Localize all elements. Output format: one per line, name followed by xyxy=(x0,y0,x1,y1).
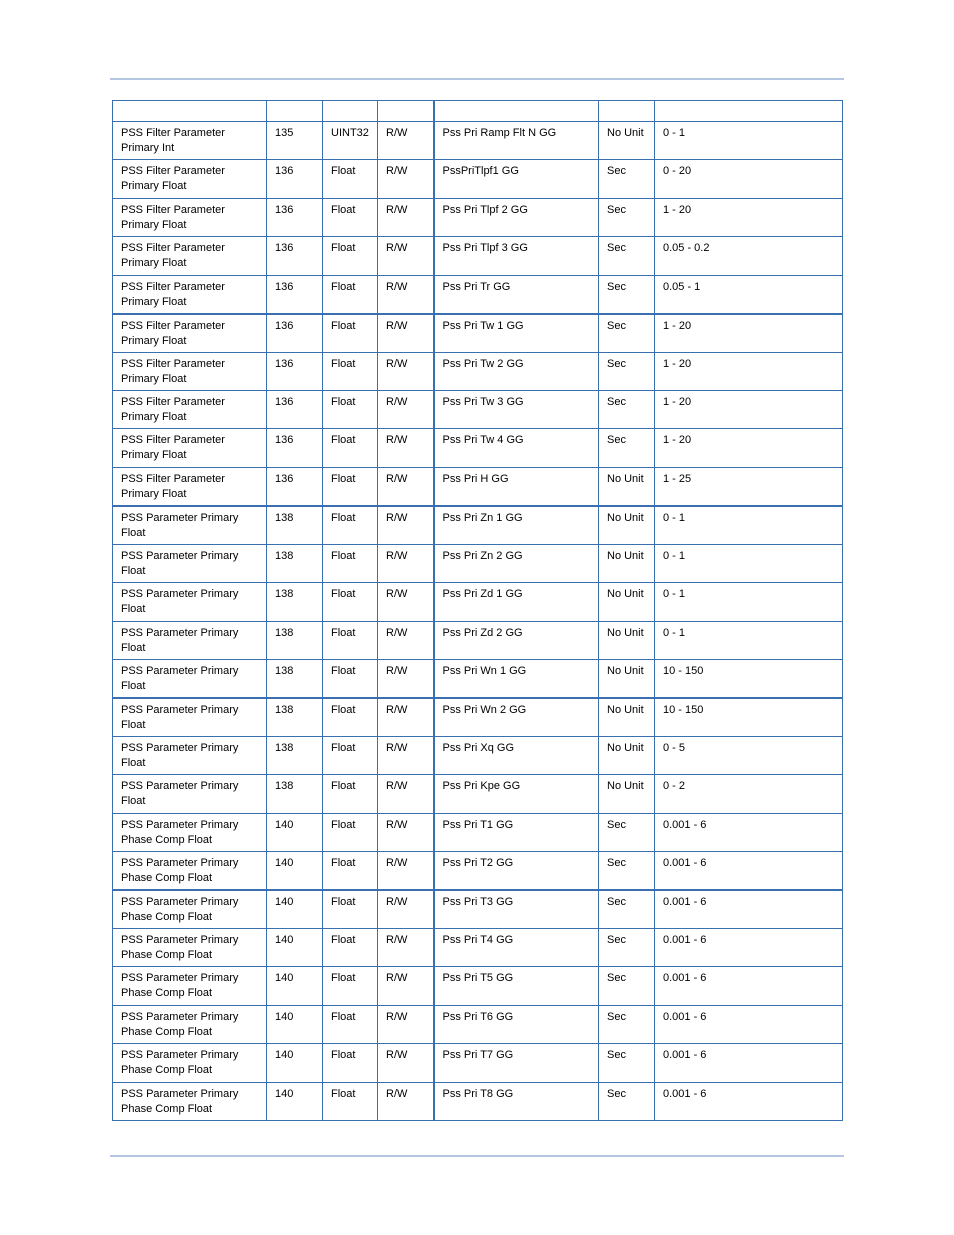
cell-parameter: Pss Pri Tw 2 GG xyxy=(434,352,599,390)
cell-access: R/W xyxy=(378,237,434,275)
cell-access: R/W xyxy=(378,659,434,698)
cell-data-type: Float xyxy=(323,621,378,659)
cell-register: 138 xyxy=(267,544,323,582)
cell-group-name: PSS Parameter Primary Float xyxy=(113,506,267,545)
cell-group-name: PSS Filter Parameter Primary Float xyxy=(113,390,267,428)
header-cell-unit xyxy=(599,101,655,122)
cell-parameter: Pss Pri T6 GG xyxy=(434,1005,599,1043)
cell-parameter: Pss Pri T5 GG xyxy=(434,967,599,1005)
table-row xyxy=(113,1005,843,1043)
cell-range: 0.001 - 6 xyxy=(655,1082,843,1120)
cell-group-name: PSS Filter Parameter Primary Float xyxy=(113,237,267,275)
cell-register: 136 xyxy=(267,467,323,506)
cell-parameter: Pss Pri Zn 1 GG xyxy=(434,506,599,545)
table-row xyxy=(113,467,843,506)
cell-data-type: Float xyxy=(323,967,378,1005)
cell-register: 138 xyxy=(267,659,323,698)
cell-register: 140 xyxy=(267,967,323,1005)
table-row xyxy=(113,314,843,353)
cell-register: 140 xyxy=(267,929,323,967)
header-cell-parameter xyxy=(434,101,599,122)
cell-group-name: PSS Parameter Primary Float xyxy=(113,659,267,698)
cell-group-name: PSS Filter Parameter Primary Float xyxy=(113,198,267,236)
header-cell-type xyxy=(323,101,378,122)
cell-group-name: PSS Parameter Primary Phase Comp Float xyxy=(113,813,267,851)
table-row xyxy=(113,352,843,390)
cell-unit: No Unit xyxy=(599,775,655,813)
cell-group-name: PSS Parameter Primary Float xyxy=(113,621,267,659)
cell-data-type: Float xyxy=(323,198,378,236)
cell-range: 0.05 - 1 xyxy=(655,275,843,314)
cell-register: 136 xyxy=(267,275,323,314)
cell-parameter: Pss Pri Zd 2 GG xyxy=(434,621,599,659)
cell-access: R/W xyxy=(378,352,434,390)
register-table xyxy=(112,100,843,1121)
cell-access: R/W xyxy=(378,736,434,774)
cell-access: R/W xyxy=(378,621,434,659)
cell-parameter: Pss Pri Wn 1 GG xyxy=(434,659,599,698)
cell-data-type: Float xyxy=(323,429,378,467)
cell-parameter: Pss Pri T1 GG xyxy=(434,813,599,851)
cell-unit: Sec xyxy=(599,890,655,929)
cell-group-name: PSS Parameter Primary Phase Comp Float xyxy=(113,1005,267,1043)
cell-data-type: Float xyxy=(323,736,378,774)
cell-range: 0.001 - 6 xyxy=(655,890,843,929)
cell-unit: No Unit xyxy=(599,544,655,582)
cell-data-type: Float xyxy=(323,275,378,314)
cell-unit: No Unit xyxy=(599,122,655,160)
table-row xyxy=(113,852,843,891)
cell-data-type: Float xyxy=(323,698,378,737)
cell-parameter: Pss Pri Tw 4 GG xyxy=(434,429,599,467)
cell-data-type: Float xyxy=(323,1044,378,1082)
cell-data-type: Float xyxy=(323,813,378,851)
cell-unit: Sec xyxy=(599,198,655,236)
table-row xyxy=(113,237,843,275)
cell-unit: No Unit xyxy=(599,506,655,545)
cell-parameter: Pss Pri Zn 2 GG xyxy=(434,544,599,582)
cell-register: 138 xyxy=(267,775,323,813)
cell-range: 0.001 - 6 xyxy=(655,967,843,1005)
cell-unit: No Unit xyxy=(599,621,655,659)
cell-group-name: PSS Parameter Primary Float xyxy=(113,775,267,813)
cell-data-type: Float xyxy=(323,659,378,698)
cell-group-name: PSS Parameter Primary Phase Comp Float xyxy=(113,967,267,1005)
cell-access: R/W xyxy=(378,1005,434,1043)
table-row xyxy=(113,506,843,545)
cell-unit: No Unit xyxy=(599,659,655,698)
cell-access: R/W xyxy=(378,467,434,506)
cell-parameter: PssPriTlpf1 GG xyxy=(434,160,599,198)
cell-range: 1 - 20 xyxy=(655,429,843,467)
cell-register: 135 xyxy=(267,122,323,160)
cell-data-type: Float xyxy=(323,583,378,621)
table-row xyxy=(113,890,843,929)
cell-access: R/W xyxy=(378,429,434,467)
cell-access: R/W xyxy=(378,544,434,582)
table-row xyxy=(113,390,843,428)
table-row xyxy=(113,736,843,774)
cell-parameter: Pss Pri Wn 2 GG xyxy=(434,698,599,737)
cell-access: R/W xyxy=(378,275,434,314)
cell-parameter: Pss Pri Kpe GG xyxy=(434,775,599,813)
cell-range: 1 - 20 xyxy=(655,314,843,353)
cell-parameter: Pss Pri T3 GG xyxy=(434,890,599,929)
cell-unit: Sec xyxy=(599,1005,655,1043)
cell-parameter: Pss Pri Tr GG xyxy=(434,275,599,314)
cell-data-type: Float xyxy=(323,390,378,428)
cell-group-name: PSS Filter Parameter Primary Float xyxy=(113,160,267,198)
cell-register: 138 xyxy=(267,698,323,737)
table-row xyxy=(113,275,843,314)
cell-register: 140 xyxy=(267,1005,323,1043)
table-row xyxy=(113,198,843,236)
cell-data-type: Float xyxy=(323,1005,378,1043)
cell-unit: Sec xyxy=(599,967,655,1005)
cell-parameter: Pss Pri T8 GG xyxy=(434,1082,599,1120)
cell-data-type: Float xyxy=(323,467,378,506)
table-row xyxy=(113,698,843,737)
cell-range: 0 - 1 xyxy=(655,122,843,160)
cell-group-name: PSS Filter Parameter Primary Int xyxy=(113,122,267,160)
cell-range: 1 - 20 xyxy=(655,198,843,236)
table-header-row xyxy=(113,101,843,122)
cell-group-name: PSS Parameter Primary Phase Comp Float xyxy=(113,1044,267,1082)
cell-range: 0 - 1 xyxy=(655,583,843,621)
cell-unit: Sec xyxy=(599,160,655,198)
cell-group-name: PSS Parameter Primary Float xyxy=(113,544,267,582)
cell-range: 0.001 - 6 xyxy=(655,852,843,891)
table-row xyxy=(113,160,843,198)
cell-access: R/W xyxy=(378,698,434,737)
cell-parameter: Pss Pri H GG xyxy=(434,467,599,506)
cell-access: R/W xyxy=(378,929,434,967)
cell-range: 1 - 20 xyxy=(655,352,843,390)
cell-unit: Sec xyxy=(599,429,655,467)
cell-access: R/W xyxy=(378,390,434,428)
cell-unit: No Unit xyxy=(599,698,655,737)
cell-group-name: PSS Filter Parameter Primary Float xyxy=(113,467,267,506)
cell-range: 0.001 - 6 xyxy=(655,929,843,967)
cell-group-name: PSS Filter Parameter Primary Float xyxy=(113,314,267,353)
cell-range: 1 - 25 xyxy=(655,467,843,506)
cell-range: 0.001 - 6 xyxy=(655,813,843,851)
cell-register: 138 xyxy=(267,736,323,774)
cell-data-type: Float xyxy=(323,352,378,390)
cell-group-name: PSS Parameter Primary Float xyxy=(113,736,267,774)
cell-range: 0 - 20 xyxy=(655,160,843,198)
table-row xyxy=(113,621,843,659)
cell-register: 140 xyxy=(267,852,323,891)
cell-register: 136 xyxy=(267,314,323,353)
cell-range: 0.001 - 6 xyxy=(655,1005,843,1043)
cell-register: 136 xyxy=(267,390,323,428)
cell-group-name: PSS Parameter Primary Phase Comp Float xyxy=(113,890,267,929)
cell-range: 0 - 1 xyxy=(655,506,843,545)
cell-register: 140 xyxy=(267,1044,323,1082)
table-row xyxy=(113,1044,843,1082)
cell-register: 138 xyxy=(267,621,323,659)
cell-data-type: Float xyxy=(323,929,378,967)
cell-data-type: Float xyxy=(323,237,378,275)
cell-access: R/W xyxy=(378,813,434,851)
cell-data-type: Float xyxy=(323,544,378,582)
cell-parameter: Pss Pri Tlpf 3 GG xyxy=(434,237,599,275)
cell-register: 138 xyxy=(267,506,323,545)
cell-data-type: Float xyxy=(323,506,378,545)
cell-parameter: Pss Pri Zd 1 GG xyxy=(434,583,599,621)
cell-group-name: PSS Filter Parameter Primary Float xyxy=(113,429,267,467)
table-row xyxy=(113,544,843,582)
table-row xyxy=(113,1082,843,1120)
cell-access: R/W xyxy=(378,122,434,160)
cell-range: 0 - 1 xyxy=(655,621,843,659)
table-row xyxy=(113,929,843,967)
cell-unit: No Unit xyxy=(599,583,655,621)
table-row xyxy=(113,122,843,160)
cell-parameter: Pss Pri T2 GG xyxy=(434,852,599,891)
cell-unit: Sec xyxy=(599,390,655,428)
cell-register: 138 xyxy=(267,583,323,621)
cell-access: R/W xyxy=(378,583,434,621)
cell-parameter: Pss Pri Tw 1 GG xyxy=(434,314,599,353)
cell-unit: No Unit xyxy=(599,467,655,506)
cell-group-name: PSS Parameter Primary Float xyxy=(113,583,267,621)
header-cell-name xyxy=(113,101,267,122)
cell-access: R/W xyxy=(378,314,434,353)
cell-range: 0.05 - 0.2 xyxy=(655,237,843,275)
cell-parameter: Pss Pri T4 GG xyxy=(434,929,599,967)
cell-data-type: Float xyxy=(323,1082,378,1120)
cell-group-name: PSS Parameter Primary Phase Comp Float xyxy=(113,929,267,967)
cell-register: 140 xyxy=(267,1082,323,1120)
cell-group-name: PSS Parameter Primary Phase Comp Float xyxy=(113,1082,267,1120)
cell-access: R/W xyxy=(378,890,434,929)
cell-parameter: Pss Pri T7 GG xyxy=(434,1044,599,1082)
cell-access: R/W xyxy=(378,775,434,813)
cell-unit: Sec xyxy=(599,275,655,314)
cell-unit: Sec xyxy=(599,352,655,390)
cell-unit: Sec xyxy=(599,813,655,851)
table-body xyxy=(113,122,843,1121)
cell-group-name: PSS Parameter Primary Float xyxy=(113,698,267,737)
table-row xyxy=(113,429,843,467)
cell-group-name: PSS Parameter Primary Phase Comp Float xyxy=(113,852,267,891)
cell-parameter: Pss Pri Ramp Flt N GG xyxy=(434,122,599,160)
cell-unit: Sec xyxy=(599,1082,655,1120)
cell-unit: Sec xyxy=(599,852,655,891)
cell-access: R/W xyxy=(378,198,434,236)
cell-unit: Sec xyxy=(599,1044,655,1082)
cell-register: 136 xyxy=(267,429,323,467)
cell-register: 136 xyxy=(267,237,323,275)
header-cell-access xyxy=(378,101,434,122)
cell-data-type: Float xyxy=(323,852,378,891)
table-row xyxy=(113,583,843,621)
footer-rule xyxy=(110,1155,844,1157)
cell-range: 0.001 - 6 xyxy=(655,1044,843,1082)
table-row xyxy=(113,775,843,813)
cell-access: R/W xyxy=(378,1044,434,1082)
cell-range: 0 - 5 xyxy=(655,736,843,774)
cell-access: R/W xyxy=(378,967,434,1005)
cell-group-name: PSS Filter Parameter Primary Float xyxy=(113,352,267,390)
cell-range: 0 - 1 xyxy=(655,544,843,582)
header-cell-register xyxy=(267,101,323,122)
cell-unit: No Unit xyxy=(599,736,655,774)
cell-access: R/W xyxy=(378,1082,434,1120)
header-rule xyxy=(110,78,844,80)
cell-unit: Sec xyxy=(599,314,655,353)
cell-parameter: Pss Pri Xq GG xyxy=(434,736,599,774)
cell-access: R/W xyxy=(378,506,434,545)
cell-data-type: Float xyxy=(323,314,378,353)
cell-access: R/W xyxy=(378,160,434,198)
cell-unit: Sec xyxy=(599,237,655,275)
cell-parameter: Pss Pri Tw 3 GG xyxy=(434,390,599,428)
cell-range: 10 - 150 xyxy=(655,698,843,737)
table-row xyxy=(113,659,843,698)
cell-range: 10 - 150 xyxy=(655,659,843,698)
cell-range: 0 - 2 xyxy=(655,775,843,813)
header-cell-range xyxy=(655,101,843,122)
cell-register: 136 xyxy=(267,352,323,390)
cell-register: 136 xyxy=(267,198,323,236)
cell-register: 140 xyxy=(267,813,323,851)
cell-range: 1 - 20 xyxy=(655,390,843,428)
cell-register: 140 xyxy=(267,890,323,929)
table-row xyxy=(113,967,843,1005)
cell-parameter: Pss Pri Tlpf 2 GG xyxy=(434,198,599,236)
cell-unit: Sec xyxy=(599,929,655,967)
cell-data-type: Float xyxy=(323,890,378,929)
cell-register: 136 xyxy=(267,160,323,198)
cell-data-type: UINT32 xyxy=(323,122,378,160)
cell-data-type: Float xyxy=(323,160,378,198)
cell-group-name: PSS Filter Parameter Primary Float xyxy=(113,275,267,314)
cell-data-type: Float xyxy=(323,775,378,813)
cell-access: R/W xyxy=(378,852,434,891)
table-row xyxy=(113,813,843,851)
